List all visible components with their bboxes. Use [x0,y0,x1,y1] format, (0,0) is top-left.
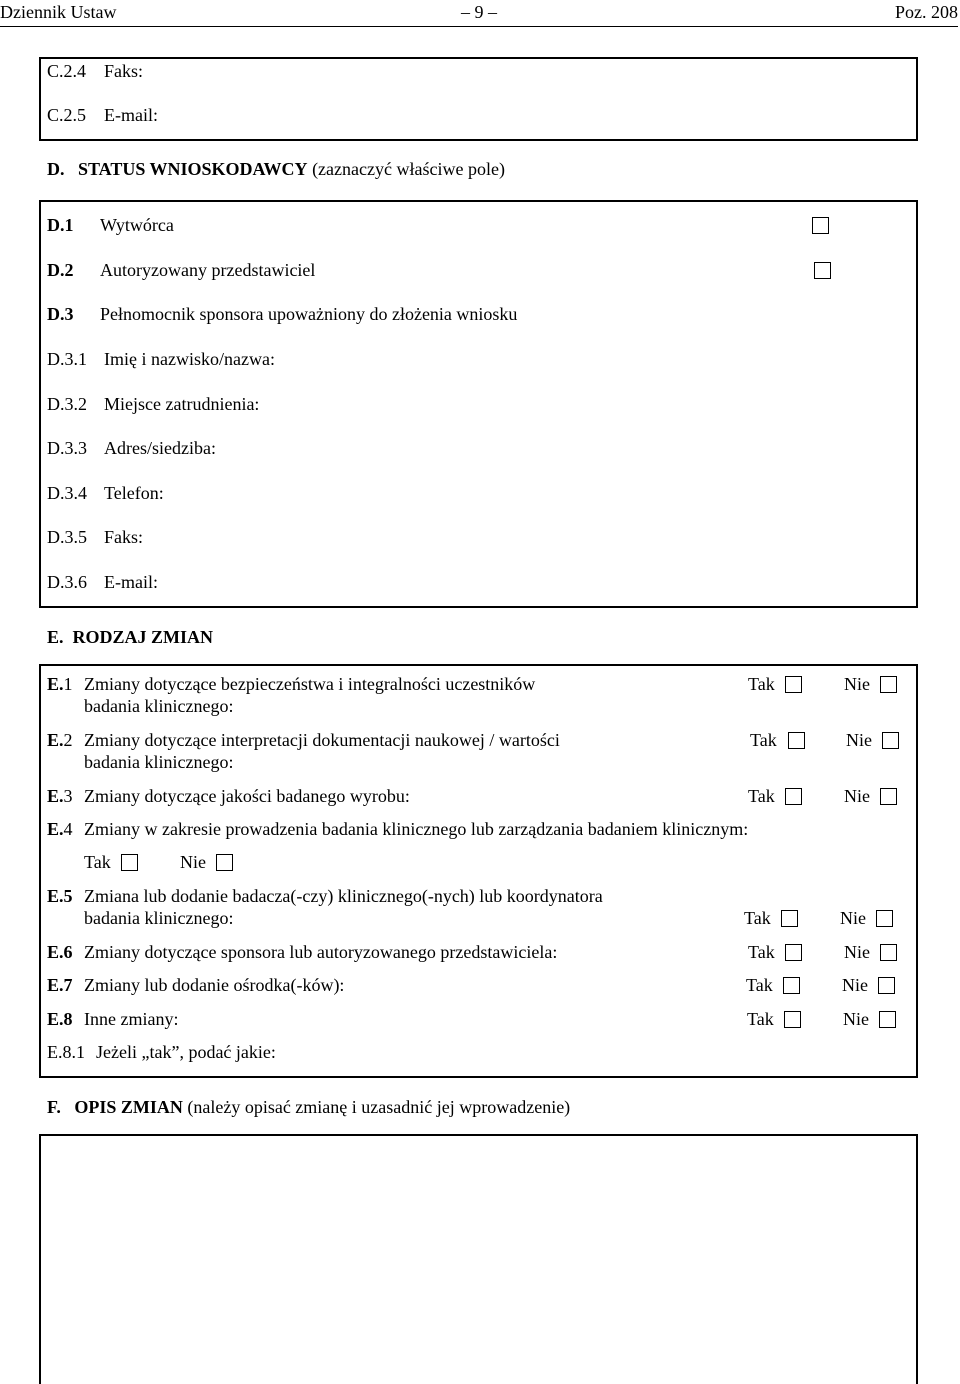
e-4-no-label: Nie [180,852,206,872]
change-description-area[interactable] [39,1134,918,1384]
e-2-label: Zmiany dotyczące interpretacji dokumentacji naukowej / wartości [84,730,560,750]
e-7-no-checkbox[interactable] [878,977,895,994]
e-2-no-checkbox[interactable] [882,732,899,749]
journal-name: Dziennik Ustaw [0,2,117,22]
e-2-label-cont: badania klinicznego: [84,752,234,772]
section-c-box [39,57,918,141]
d-1-checkbox[interactable] [812,217,829,234]
e-6-number: E.6 [47,942,73,962]
d-3-6-number: D.3.6 [47,572,87,592]
e-6-no-label: Nie [844,942,870,962]
d-3-1-label: Imię i nazwisko/nazwa: [104,349,275,369]
e-3-number: E.3 [47,786,73,806]
e-5-label-cont: badania klinicznego: [84,908,234,928]
page-number: – 9 – [461,2,497,22]
e-1-no-label: Nie [844,674,870,694]
e-3-yes-checkbox[interactable] [785,788,802,805]
e-5-yes-label: Tak [744,908,771,928]
d-3-2-label: Miejsce zatrudnienia: [104,394,260,414]
section-e-heading: E. RODZAJ ZMIAN [47,627,214,647]
e-7-number: E.7 [47,975,73,995]
e-8-label: Inne zmiany: [84,1009,179,1029]
e-4-no-checkbox[interactable] [216,854,233,871]
e-5-yes-checkbox[interactable] [781,910,798,927]
e-4-yes-label: Tak [84,852,111,872]
e-8-yes-checkbox[interactable] [784,1011,801,1028]
e-2-yes-label: Tak [750,730,777,750]
d-1-number: D.1 [47,215,74,235]
section-f-heading: F. OPIS ZMIAN (należy opisać zmianę i uzasadnić jej wprowadzenie) [47,1097,571,1117]
e-5-no-checkbox[interactable] [876,910,893,927]
c-2-5-number: C.2.5 [47,105,87,125]
e-7-yes-label: Tak [746,975,773,995]
e-5-number: E.5 [47,886,73,906]
page-header [0,2,958,27]
d-2-checkbox[interactable] [814,262,831,279]
e-5-label: Zmiana lub dodanie badacza(-czy) klinicznego(-nych) lub koordynatora [84,886,603,906]
d-1-label: Wytwórca [100,215,174,235]
d-3-3-number: D.3.3 [47,438,87,458]
position-number: Poz. 208 [895,2,958,22]
d-3-2-number: D.3.2 [47,394,87,414]
e-2-number: E.2 [47,730,73,750]
d-3-number: D.3 [47,304,74,324]
e-5-no-label: Nie [840,908,866,928]
e-1-no-checkbox[interactable] [880,676,897,693]
e-8-no-label: Nie [843,1009,869,1029]
e-4-number: E.4 [47,819,73,839]
e-1-label: Zmiany dotyczące bezpieczeństwa i integralności uczestników [84,674,536,694]
e-8-yes-label: Tak [747,1009,774,1029]
e-2-yes-checkbox[interactable] [788,732,805,749]
c-2-5-label: E-mail: [104,105,158,125]
e-3-yes-label: Tak [748,786,775,806]
e-3-label: Zmiany dotyczące jakości badanego wyrobu: [84,786,410,806]
e-7-label: Zmiany lub dodanie ośrodka(-ków): [84,975,345,995]
d-3-4-number: D.3.4 [47,483,87,503]
e-1-label-cont: badania klinicznego: [84,696,234,716]
e-1-yes-label: Tak [748,674,775,694]
e-1-yes-checkbox[interactable] [785,676,802,693]
e-8-1-number: E.8.1 [47,1042,85,1062]
c-2-4-number: C.2.4 [47,61,87,81]
e-2-no-label: Nie [846,730,872,750]
e-8-number: E.8 [47,1009,73,1029]
e-7-yes-checkbox[interactable] [783,977,800,994]
d-3-label: Pełnomocnik sponsora upoważniony do złożenia wniosku [100,304,518,324]
e-3-no-checkbox[interactable] [880,788,897,805]
d-3-1-number: D.3.1 [47,349,87,369]
c-2-4-label: Faks: [104,61,144,81]
e-1-number: E.1 [47,674,73,694]
e-4-label: Zmiany w zakresie prowadzenia badania klinicznego lub zarządzania badaniem klinicznym: [84,819,749,839]
e-4-yes-checkbox[interactable] [121,854,138,871]
d-3-4-label: Telefon: [104,483,164,503]
e-7-no-label: Nie [842,975,868,995]
d-2-label: Autoryzowany przedstawiciel [100,260,316,280]
d-3-3-label: Adres/siedziba: [104,438,216,458]
e-6-label: Zmiany dotyczące sponsora lub autoryzowanego przedstawiciela: [84,942,558,962]
e-8-1-label: Jeżeli „tak”, podać jakie: [96,1042,276,1062]
e-6-yes-label: Tak [748,942,775,962]
e-6-yes-checkbox[interactable] [785,944,802,961]
d-3-6-label: E-mail: [104,572,158,592]
e-6-no-checkbox[interactable] [880,944,897,961]
d-3-5-label: Faks: [104,527,144,547]
e-3-no-label: Nie [844,786,870,806]
d-3-5-number: D.3.5 [47,527,87,547]
d-2-number: D.2 [47,260,74,280]
section-d-heading: D. STATUS WNIOSKODAWCY (zaznaczyć właściwe pole) [47,159,505,179]
e-8-no-checkbox[interactable] [879,1011,896,1028]
